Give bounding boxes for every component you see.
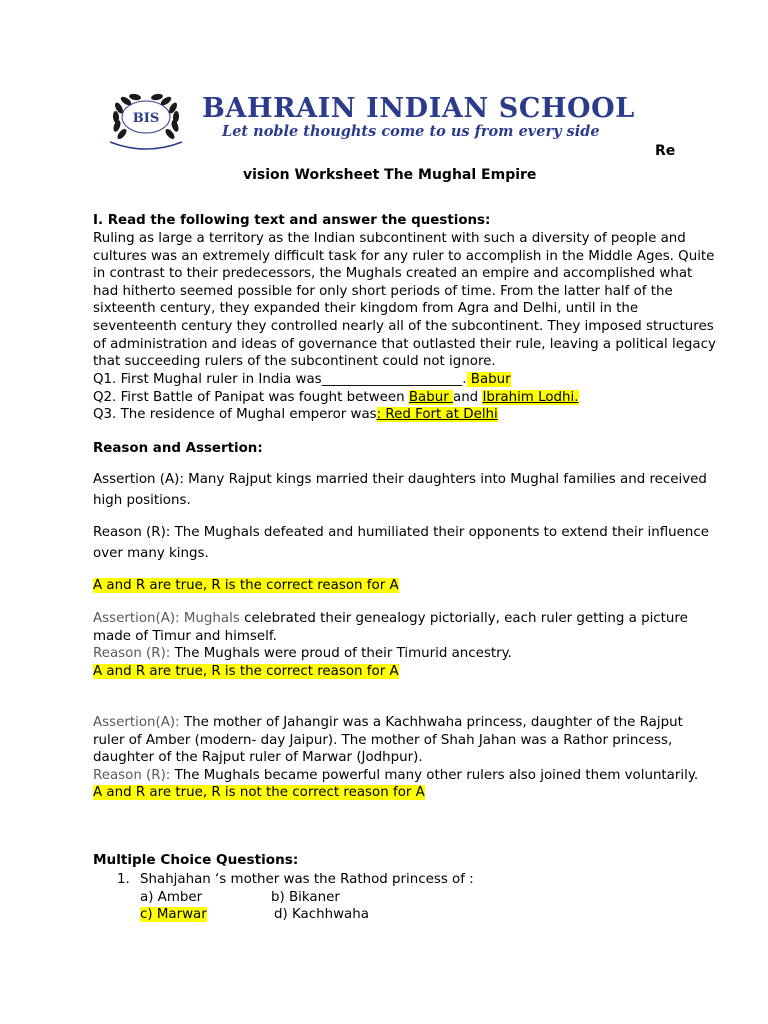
ra2-assertion-text: celebrated their genealogy pictorially, each ruler getting a picture	[239, 611, 688, 626]
worksheet-title-part2: vision Worksheet The Mughal Empire	[243, 167, 537, 183]
mcq-heading: Multiple Choice Questions:	[93, 852, 299, 868]
question-3	[93, 406, 498, 424]
passage-line: had hitherto seemed possible for only short periods of time. From the latter half of the	[93, 283, 673, 299]
question-2-answer-2: Ibrahim Lodhi.	[482, 389, 579, 405]
ra2-assertion-line: made of Timur and himself.	[93, 628, 277, 644]
passage-line: Ruling as large a territory as the Indian subcontinent with such a diversity of people and	[93, 231, 686, 246]
ra3-assertion-label: Assertion(A):	[93, 715, 180, 730]
school-name: BAHRAIN INDIAN SCHOOL	[202, 93, 635, 124]
question-1-answer: Babur	[466, 372, 511, 387]
ra2-reason-text: The Mughals were proud of their Timurid ancestry.	[170, 646, 512, 662]
ra1-assertion-line: high positions.	[93, 493, 191, 508]
ra3-reason-text: The Mughals became powerful many other rulers also joined them voluntarily.	[170, 767, 699, 783]
ra1-assertion-line: Assertion (A): Many Rajput kings married their daughters into Mughal families and received	[93, 472, 707, 487]
question-2-answer-1: Babur	[408, 389, 453, 405]
emblem-letters: BIS	[132, 111, 160, 126]
ra3-answer: A and R are true, R is not the correct reason for A	[93, 785, 425, 801]
school-emblem-logo	[100, 90, 192, 154]
ra3-reason	[93, 767, 698, 785]
mcq-q1-text: Shahjahan ‘s mother was the Rathod princess of :	[140, 872, 474, 887]
reason-assertion-heading: Reason and Assertion:	[93, 441, 263, 456]
mcq-q1-option-a: a) Amber	[140, 889, 203, 905]
mcq-q1-option-c: c) Marwar	[140, 907, 207, 923]
question-1	[93, 371, 511, 389]
passage-line: sixteenth century, they expanded their kingdom from Agra and Delhi, until in the	[93, 301, 639, 317]
ra1-reason-line: over many kings.	[93, 546, 209, 561]
question-2	[93, 389, 579, 407]
question-2-text: Q2. First Battle of Panipat was fought between	[93, 389, 409, 405]
ra2-reason-label: Reason (R):	[93, 646, 171, 662]
passage-line: in contrast to their predecessors, the Mughals created an empire and accomplished what	[93, 266, 693, 282]
passage-line: of administration and ideas of governance that outlasted their rule, leaving a political legacy	[93, 336, 716, 352]
worksheet-title-part1: Re	[655, 143, 676, 159]
ra1-reason-line: Reason (R): The Mughals defeated and humiliated their opponents to extend their influence	[93, 525, 709, 540]
question-1-text: Q1. First Mughal ruler in India was_____________________.	[93, 372, 467, 387]
passage-line: that succeeding rulers of the subcontinent could not ignore.	[93, 354, 496, 370]
question-3-answer: : Red Fort at Delhi	[376, 407, 498, 423]
question-3-text: Q3. The residence of Mughal emperor was	[93, 407, 377, 423]
ra2-assertion	[93, 610, 688, 628]
ra1-answer: A and R are true, R is the correct reason for A	[93, 578, 399, 593]
question-2-and: and	[452, 389, 483, 405]
ra3-assertion	[93, 714, 683, 732]
ra3-assertion-line: daughter of the Rajput ruler of Marwar (Jodhpur).	[93, 750, 423, 766]
passage-line: seventeenth century they controlled nearly all of the subcontinent. They imposed structures	[93, 319, 714, 334]
ra2-reason	[93, 645, 512, 663]
mcq-q1-option-b: b) Bikaner	[271, 889, 340, 905]
mcq-q1-number: 1.	[117, 872, 130, 887]
school-motto: Let noble thoughts come to us from every side	[222, 123, 600, 140]
mcq-q1-option-d: d) Kachhwaha	[274, 907, 369, 923]
ra3-reason-label: Reason (R):	[93, 767, 171, 783]
passage-line: cultures was an extremely difficult task for any ruler to accomplish in the Middle Ages. Quite	[93, 248, 715, 264]
ra2-answer: A and R are true, R is the correct reason for A	[93, 663, 399, 679]
ra3-assertion-text: The mother of Jahangir was a Kachhwaha princess, daughter of the Rajput	[179, 715, 683, 730]
section1-heading: I. Read the following text and answer the questions:	[93, 213, 491, 228]
ra2-assertion-label: Assertion(A): Mughals	[93, 611, 240, 626]
ra3-assertion-line: ruler of Amber (modern- day Jaipur). The mother of Shah Jahan was a Rathor princess,	[93, 732, 673, 748]
